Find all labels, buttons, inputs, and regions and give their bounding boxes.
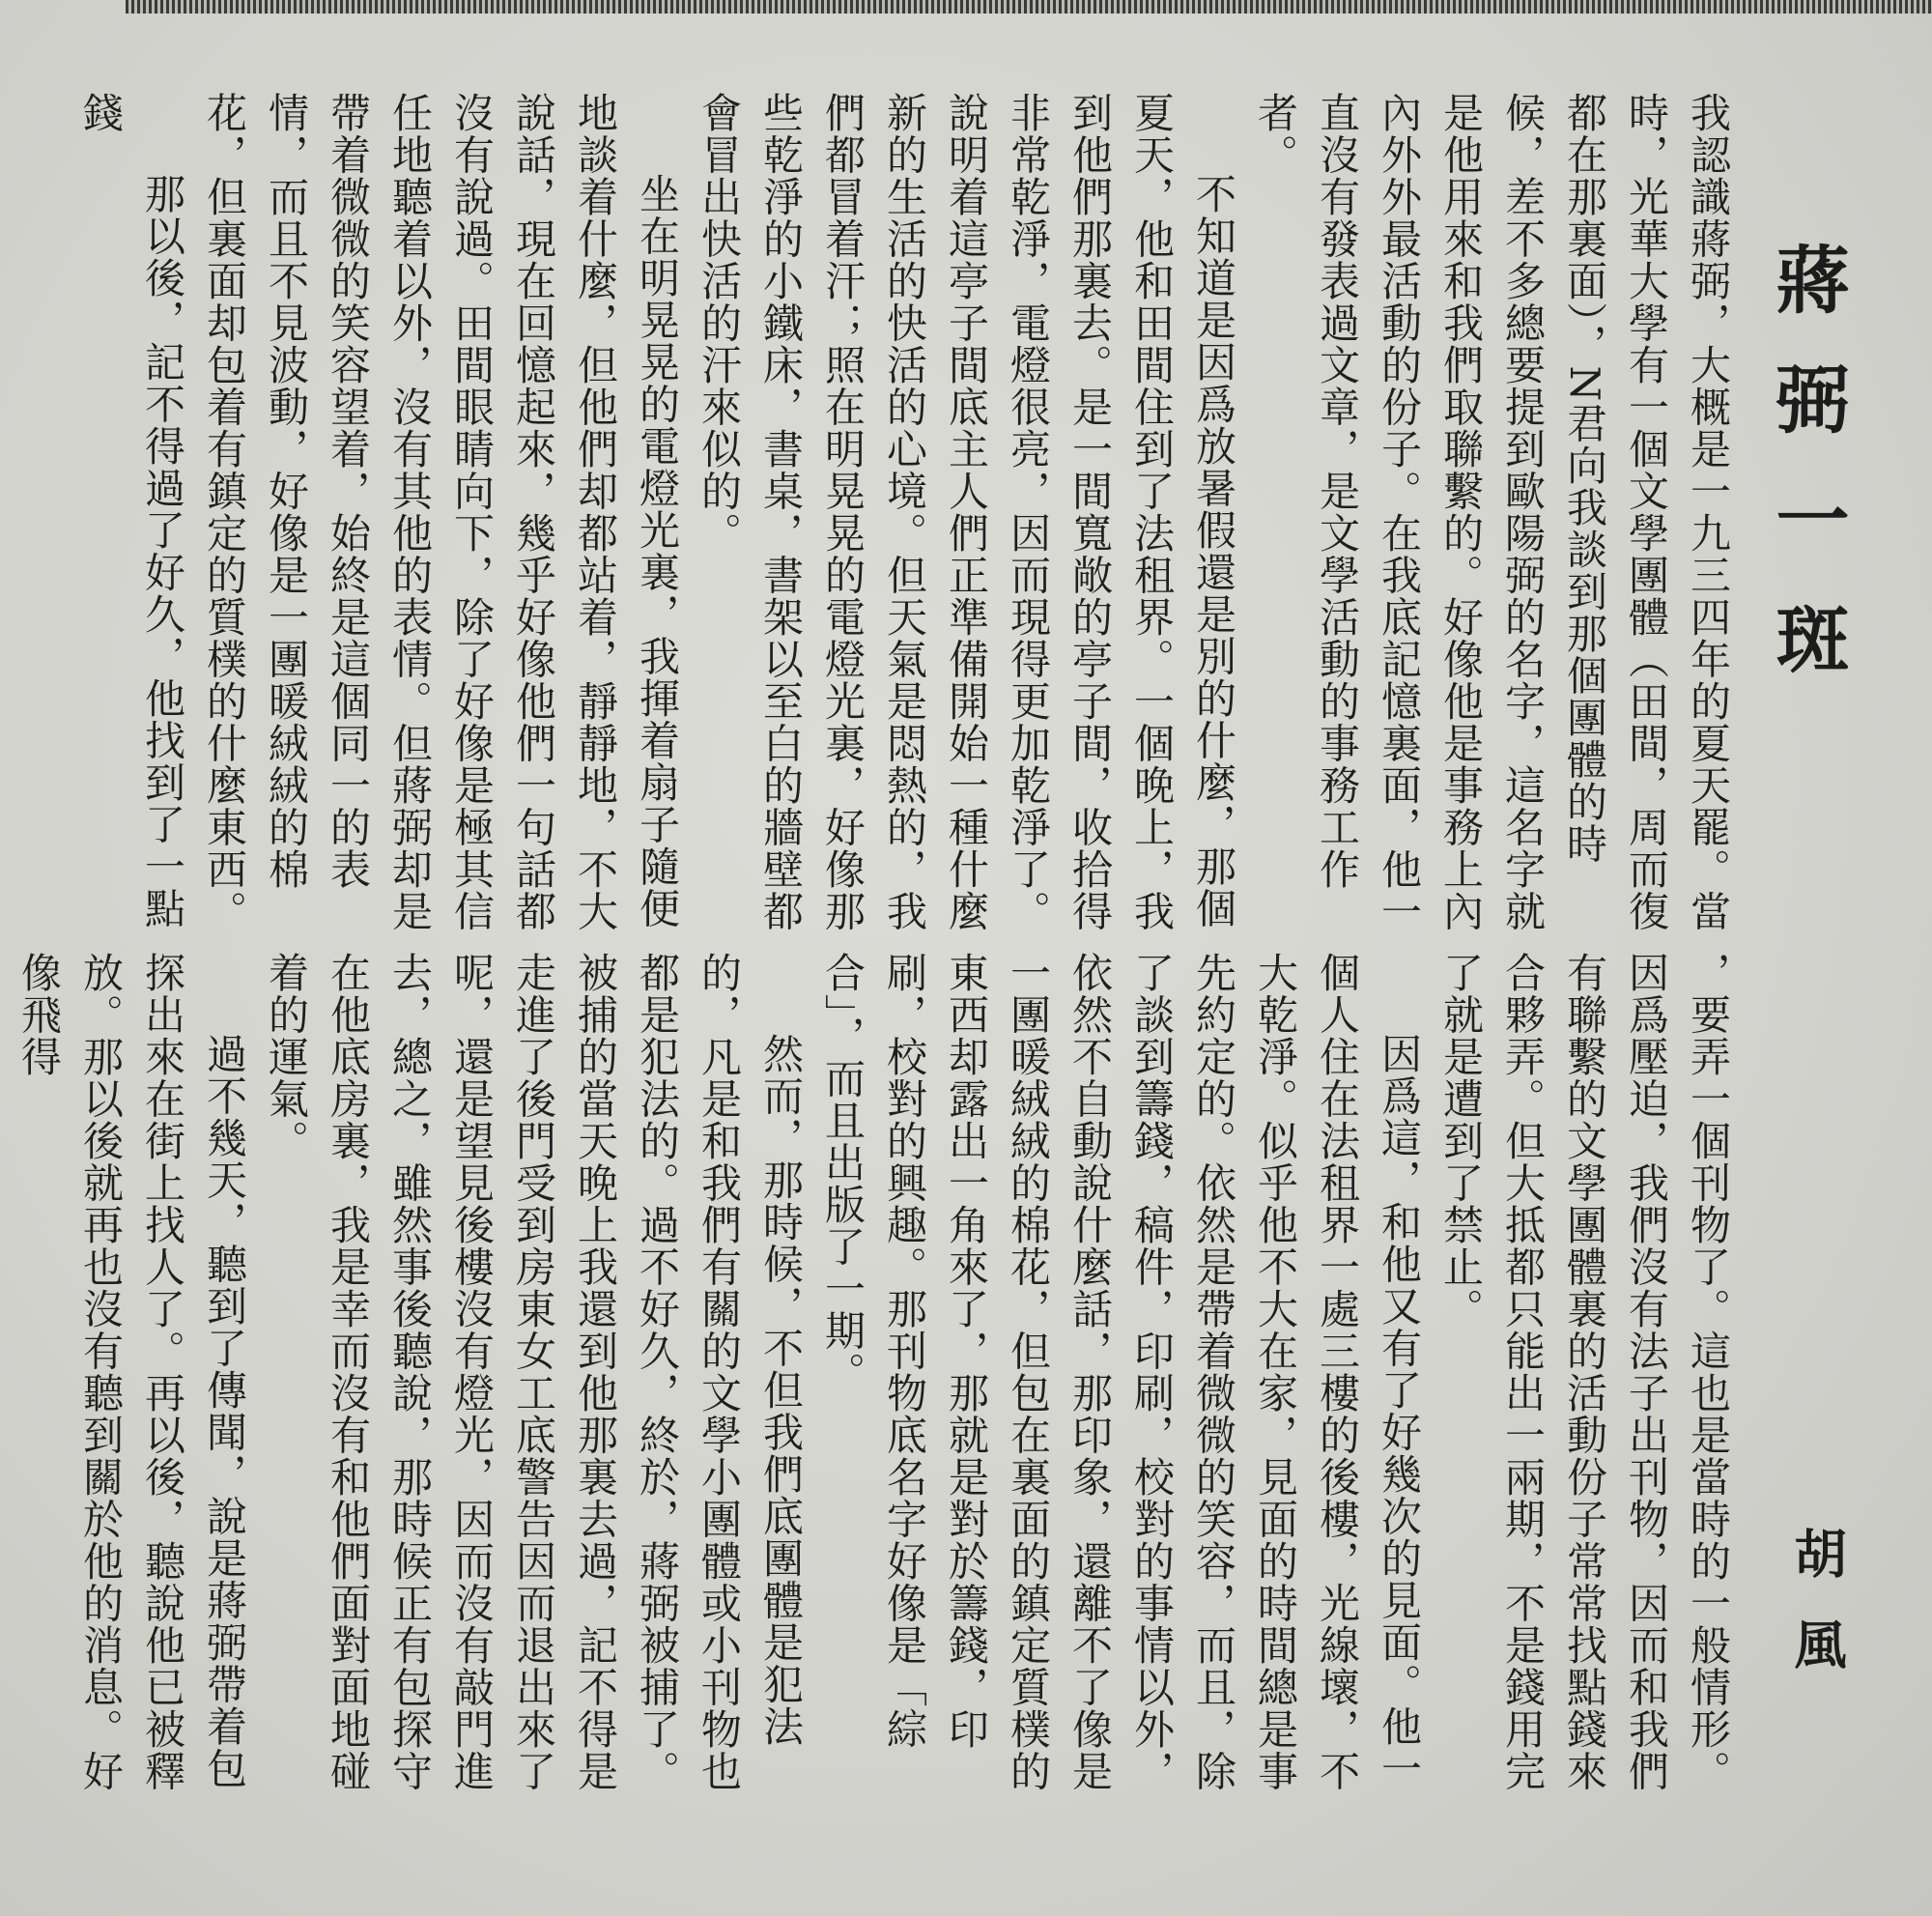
top-border-decoration <box>126 0 1932 14</box>
lower-text-block <box>15 952 1739 1821</box>
paragraph: 我認識蔣弼，大概是一九三四年的夏天罷。當時，光華大學有一個文學團體（田間，周而復都在那裏面），N君向我談到那個團體的時候，差不多總要提到歐陽弼的名字，這名字就是他用來和我們取聯繫的。好像他是事務上內內外外最活動的份子。在我底記憶裏面，他一直沒有發表過文章，是文學活動的事務工作者。 <box>1252 92 1732 932</box>
paragraph: ，要弄一個刊物了。這也是當時的一般情形。因爲壓迫，我們沒有法子出刊物，因而和我們有聯繫的文學團體裏的活動份子常常找點錢來合夥弄。但大抵都只能出一兩期，不是錢用完了就是遭到了禁止。 <box>1437 952 1732 1792</box>
upper-text-block <box>77 92 1739 932</box>
paragraph: 不知道是因爲放暑假還是別的什麼，那個夏天，他和田間住到了法租界。一個晚上，我到他們那裏去。是一間寬敞的亭子間，收拾得非常乾淨，電燈很亮，因而現得更加乾淨了。說明着這亭子間底主人們正準備開始一種什麼新的生活的快活的心境。但天氣是悶熱的，我們都冒着汗；照在明晃晃的電燈光裏，好像那些乾淨的小鐵床，書桌，書架以至白的牆壁都會冒出快活的汗來似的。 <box>696 92 1237 932</box>
paragraph: 那以後，記不得過了好久，他找到了一點錢 <box>77 92 186 929</box>
paragraph: 坐在明晃晃的電燈光裏，我揮着扇子隨便地談着什麼，但他們却都站着，靜靜地，不大說話，現在回憶起來，幾乎好像他們一句話都沒有說過。田間眼睛向下，除了好像是極其信任地聽着以外，沒有其他的表情。但蔣弼却是帶着微微的笑容望着，始終是這個同一的表情，而且不見波動，好像是一團暖絨絨的棉花，但裏面却包着有鎮定的質樸的什麼東西。 <box>201 92 681 932</box>
paragraph: 因爲這，和他又有了好幾次的見面。他一個人住在法租界一處三樓的後樓，光線壞，不大乾淨。似乎他不大在家，見面的時間總是事先約定的。依然是帶着微微的笑容，而且，除了談到籌錢，稿件，印刷，校對的事情以外，依然不自動說什麼話，那印象，還離不了像是一團暖絨絨的棉花，但包在裏面的鎮定質樸的東西却露出一角來了，那就是對於籌錢，印刷，校對的興趣。那刊物底名字好像是「綜合」，而且出版了一期。 <box>819 952 1423 1792</box>
paragraph: 然而，那時候，不但我們底團體是犯法的，凡是和我們有關的文學小團體或小刊物也都是犯法的。過不好久，終於，蔣弼被捕了。被捕的當天晚上我還到他那裏去過，記不得是走進了後門受到房東女工底警告因而退出來了呢，還是望見後樓沒有燈光，因而沒有敲門進去，總之，雖然事後聽說，那時候正有包探守在他底房裏，我是幸而沒有和他們面對面地碰着的運氣。 <box>263 952 805 1792</box>
paragraph: 過不幾天，聽到了傳聞，說是蔣弼帶着包探出來在街上找人了。再以後，聽說他已被釋放。那以後就再也沒有聽到關於他的消息。好像飛得 <box>15 952 248 1792</box>
article-author: 胡風 <box>1786 1527 1848 1708</box>
article-title: 蔣弼一斑 <box>1764 242 1850 721</box>
